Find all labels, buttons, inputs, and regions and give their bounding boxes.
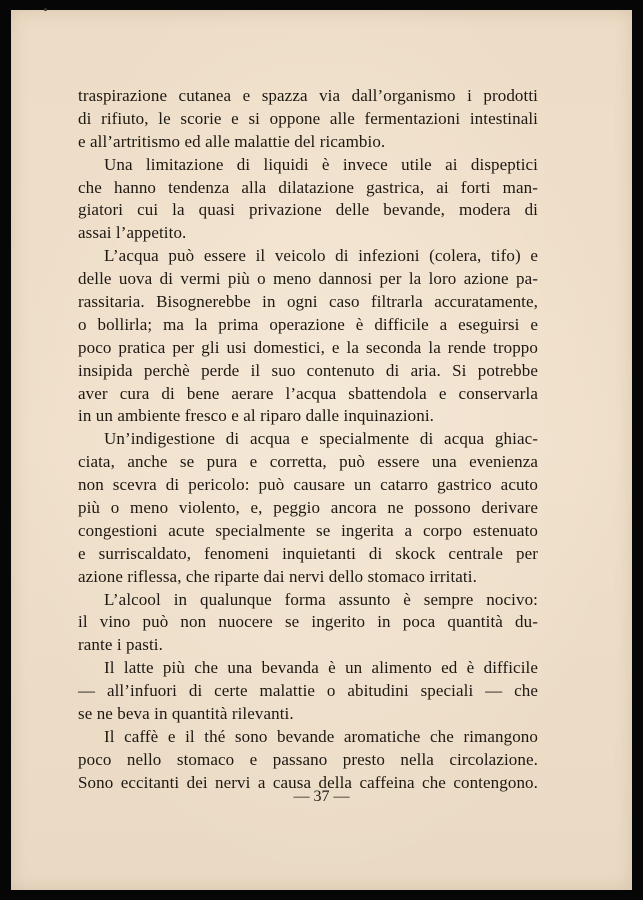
text-line: il vino può non nuocere se ingerito in poca quantità du- <box>78 612 538 632</box>
text-line: che hanno tendenza alla dilatazione gastrica, ai forti man- <box>78 177 538 197</box>
text-line: congestioni acute specialmente se ingerita a corpo estenuato <box>78 520 538 540</box>
book-page <box>11 10 632 890</box>
text-line: poco nello stomaco e passano presto nella circolazione. <box>78 749 538 769</box>
text-line: e surriscaldato, fenomeni inquietanti di skock centrale per <box>78 543 538 563</box>
text-line: rante i pasti. <box>78 635 163 655</box>
text-line: poco pratica per gli usi domestici, e la seconda la rende troppo <box>78 337 538 357</box>
body-text <box>78 85 538 795</box>
text-line: delle uova di vermi più o meno dannosi per la loro azione pa- <box>78 269 538 289</box>
text-line: Il caffè e il thé sono bevande aromatiche che rimangono <box>104 726 538 746</box>
text-line: insipida perchè perde il suo contenuto di aria. Si potrebbe <box>78 360 538 380</box>
text-line: Sono eccitanti dei nervi a causa della caffeina che contengono. <box>78 772 538 792</box>
text-line: o bollirla; ma la prima operazione è difficile a eseguirsi e <box>78 314 538 334</box>
text-line: rassitaria. Bisognerebbe in ogni caso filtrarla accuratamente, <box>78 292 538 312</box>
text-line: L’acqua può essere il veicolo di infezioni (colera, tifo) e <box>104 246 538 266</box>
text-line: traspirazione cutanea e spazza via dall’organismo i prodotti <box>78 86 538 105</box>
text-line: Il latte più che una bevanda è un alimento ed è difficile <box>104 658 538 678</box>
text-line: ciata, anche se pura e corretta, può essere una evenienza <box>78 452 538 472</box>
text-line: giatori cui la quasi privazione delle bevande, modera di <box>78 200 538 220</box>
page-number: — 37 — <box>293 788 350 805</box>
text-line: azione riflessa, che riparte dai nervi dello stomaco irritati. <box>78 566 477 586</box>
text-line: assai l’appetito. <box>78 223 187 243</box>
text-line: e all’artritismo ed alle malattie del ricambio. <box>78 131 386 151</box>
text-line: più o meno violento, e, peggio ancora ne possono derivare <box>78 498 538 518</box>
text-line: L’alcool in qualunque forma assunto è sempre nocivo: <box>104 589 538 609</box>
text-line: — all’infuori di certe malattie o abitudini speciali — che <box>78 681 538 701</box>
text-line: Una limitazione di liquidi è invece utile ai dispeptici <box>104 154 538 174</box>
text-line: di rifiuto, le scorie e si oppone alle fermentazioni intestinali <box>78 108 538 128</box>
paper-speck <box>44 8 47 11</box>
text-line: in un ambiente fresco e al riparo dalle inquinazioni. <box>78 406 435 426</box>
text-line: Un’indigestione di acqua e specialmente di acqua ghiac- <box>104 429 538 449</box>
text-line: aver cura di bene aerare l’acqua sbattendola e conservarla <box>78 383 538 403</box>
text-line: se ne beva in quantità rilevanti. <box>78 704 294 724</box>
text-line: non scevra di pericolo: può causare un catarro gastrico acuto <box>78 475 538 495</box>
